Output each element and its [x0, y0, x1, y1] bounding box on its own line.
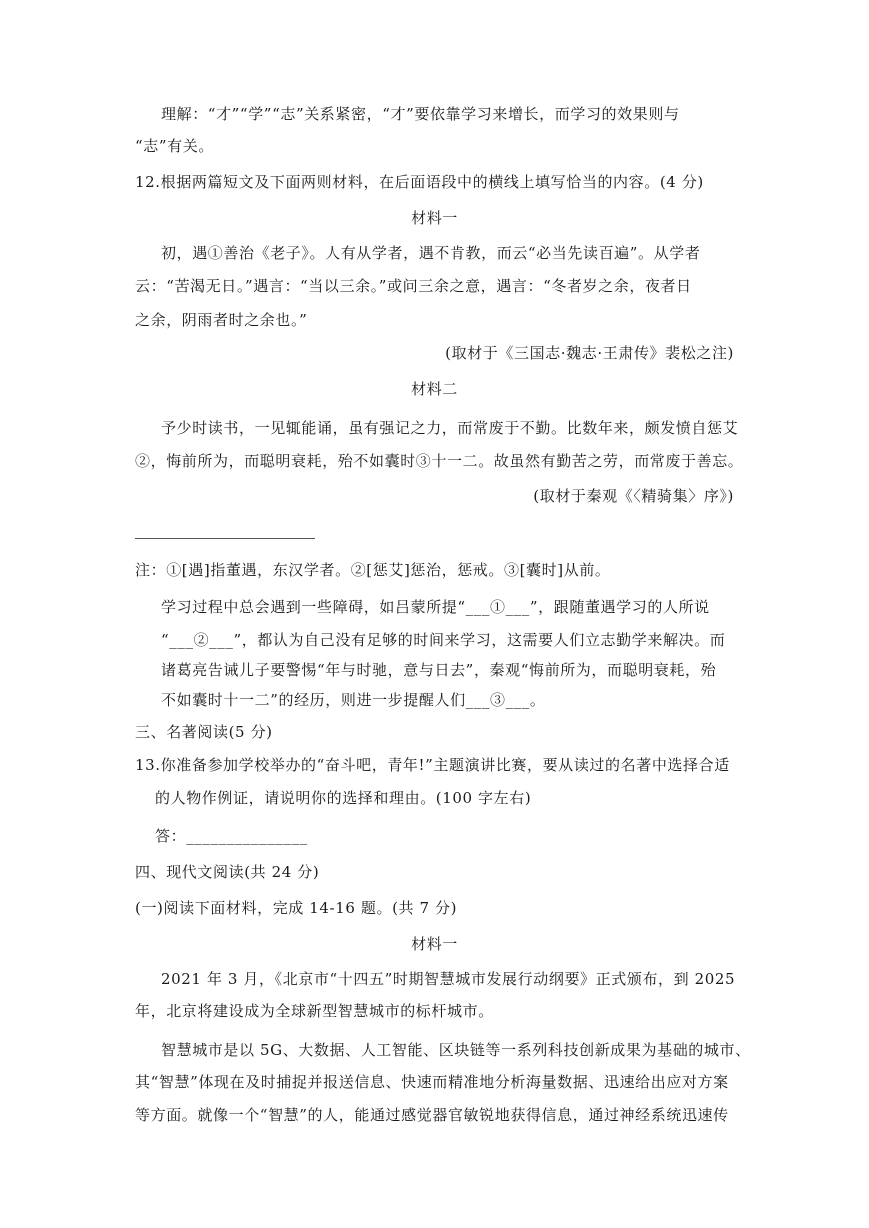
question-13-line-1: 13.你准备参加学校举办的“奋斗吧，青年!”主题演讲比赛，要从读过的名著中选择合适 — [135, 756, 730, 774]
section-4-heading: 四、现代文阅读(共 24 分) — [135, 863, 320, 881]
section-3-heading: 三、名著阅读(5 分) — [135, 723, 273, 741]
fill-paragraph-line-1: 学习过程中总会遇到一些障碍，如吕蒙所提“___①___”，跟随董遇学习的人所说 — [161, 598, 710, 616]
material-2-title: 材料二 — [411, 380, 458, 398]
fill-paragraph-line-4: 不如囊时十一二”的经历，则进一步提醒人们___③___。 — [161, 691, 546, 709]
section-4-p2-line-2: 其“智慧”体现在及时捕捉并报送信息、快速而精准地分析海量数据、迅速给出应对方案 — [135, 1073, 729, 1091]
section-4-subheading: (一)阅读下面材料，完成 14-16 题。(共 7 分) — [135, 899, 458, 917]
intro-line-1: 理解：“才”“学”“志”关系紧密，“才”要依靠学习来增长，而学习的效果则与 — [161, 105, 680, 123]
fill-paragraph-line-3: 诸葛亮告诫儿子要警惕“年与时驰，意与日去”，秦观“悔前所为，而聪明衰耗，殆 — [161, 661, 717, 679]
footnote: 注：①[遇]指董遇，东汉学者。②[惩艾]惩治，惩戒。③[囊时]从前。 — [135, 561, 611, 579]
question-12-stem: 12.根据两篇短文及下面两则材料，在后面语段中的横线上填写恰当的内容。(4 分) — [135, 173, 704, 191]
fill-paragraph-line-2: “___②___”，都认为自己没有足够的时间来学习，这需要人们立志勤学来解决。而 — [161, 631, 726, 649]
question-13-line-2: 的人物作例证，请说明你的选择和理由。(100 字左右) — [155, 789, 532, 807]
material-1-line-1: 初，遇①善治《老子》。人有从学者，遇不肯教，而云“必当先读百遍”。从学者 — [161, 244, 701, 262]
material-1-line-2: 云：“苦渴无日。”遇言：“当以三余。”或问三余之意，遇言：“冬者岁之余，夜者日 — [135, 277, 692, 295]
material-1-source: (取材于《三国志·魏志·王肃传》裴松之注) — [445, 344, 734, 362]
section-4-p1-line-2: 年，北京将建设成为全球新型智慧城市的标杆城市。 — [135, 1002, 494, 1020]
section-4-p1-line-1: 2021 年 3 月，《北京市“十四五”时期智慧城市发展行动纲要》正式颁布，到 2025 — [161, 970, 736, 988]
material-2-line-2: ②，悔前所为，而聪明衰耗，殆不如囊时③十一二。故虽然有勤苦之劳，而常废于善忘。 — [135, 452, 744, 470]
footnote-divider — [135, 538, 315, 539]
material-1-line-3: 之余，阴雨者时之余也。” — [135, 311, 308, 329]
section-4-p2-line-3: 等方面。就像一个“智慧”的人，能通过感觉器官敏锐地获得信息，通过神经系统迅速传 — [135, 1106, 729, 1124]
material-2-line-1: 予少时读书，一见辄能诵，虽有强记之力，而常废于不勤。比数年来，颇发愤自惩艾 — [161, 419, 739, 437]
material-2-source: (取材于秦观《〈精骑集〉序》) — [533, 487, 734, 505]
section-4-material-1-title: 材料一 — [411, 935, 458, 953]
material-1-title: 材料一 — [411, 209, 458, 227]
section-4-p2-line-1: 智慧城市是以 5G、大数据、人工智能、区块链等一系列科技创新成果为基础的城市、 — [161, 1041, 751, 1059]
intro-line-2: “志”有关。 — [135, 137, 214, 155]
answer-line: 答：_______________ — [155, 827, 308, 845]
